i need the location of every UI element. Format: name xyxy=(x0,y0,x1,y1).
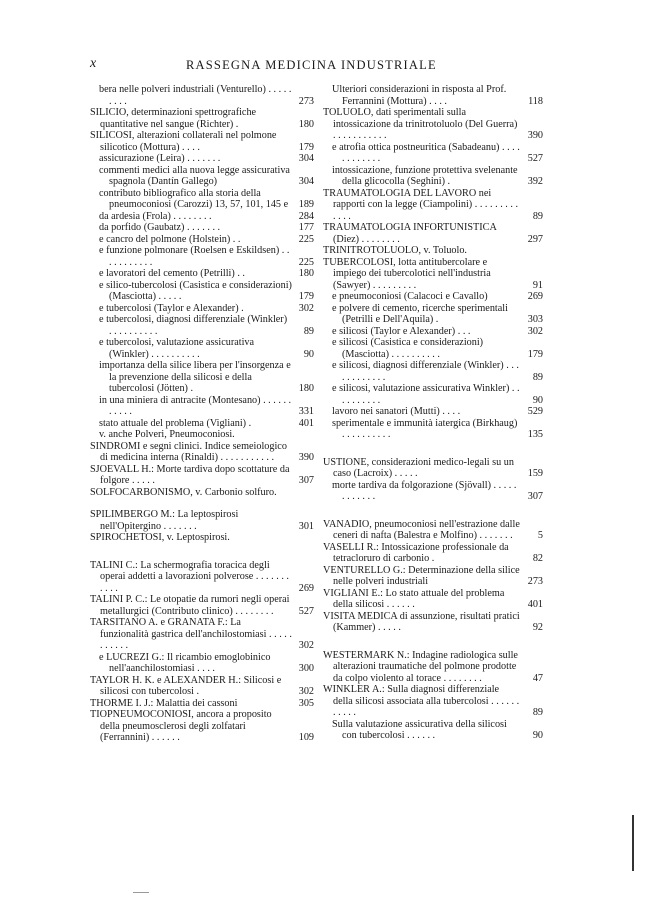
index-entry xyxy=(323,222,543,245)
running-head: RASSEGNA MEDICINA INDUSTRIALE xyxy=(186,58,437,72)
entry-page: 89 xyxy=(532,371,543,383)
entry-page: 109 xyxy=(298,732,314,743)
index-entry xyxy=(323,418,543,441)
entry-text: e tubercolosi (Taylor e Alexander) . xyxy=(99,302,244,314)
entry-page: 297 xyxy=(527,233,543,245)
entry-text: v. anche Polveri, Pneumoconiosi. xyxy=(99,429,235,440)
entry-text: WINKLER A.: Sulla diagnosi differenziale della silicosi associata alla tubercolosi . . . . . . . . . . . xyxy=(323,684,520,718)
entry-page: 225 xyxy=(298,233,314,245)
entry-page: 91 xyxy=(532,279,543,291)
index-entry xyxy=(323,337,543,360)
index-entry xyxy=(90,709,314,744)
entry-page: 189 xyxy=(298,199,314,210)
index-entry xyxy=(323,383,543,406)
entry-page: 390 xyxy=(298,452,314,463)
index-entry xyxy=(90,464,314,487)
index-entry xyxy=(90,560,314,595)
index-entry xyxy=(90,153,314,165)
entry-page: 89 xyxy=(532,707,543,718)
entry-text: SPIROCHETOSI, v. Leptospirosi. xyxy=(90,532,230,543)
entry-page: 47 xyxy=(532,672,543,684)
entry-text: WESTERMARK N.: Indagine radiologica sulle alterazioni traumatiche del polmone prodotte da colpo violento al torace . . . . . . . . xyxy=(323,649,518,684)
entry-text: TUBERCOLOSI, lotta antitubercolare e impiego dei tubercolotici nell'industria (Sawyer) . . . . . . . . . xyxy=(323,256,491,291)
index-entry xyxy=(323,84,543,107)
entry-page: 302 xyxy=(527,325,543,337)
entry-page: 179 xyxy=(527,348,543,360)
entry-page: 527 xyxy=(527,153,543,164)
entry-spacer xyxy=(90,544,314,560)
entry-text: VIGLIANI E.: Lo stato attuale del problema della silicosi . . . . . . xyxy=(323,587,505,610)
entry-page: 89 xyxy=(532,210,543,222)
entry-text: lavoro nei sanatori (Mutti) . . . . xyxy=(332,406,461,417)
entry-page: 401 xyxy=(298,417,314,429)
entry-page: 307 xyxy=(298,475,314,486)
entry-page: 225 xyxy=(298,256,314,268)
entry-page: 269 xyxy=(527,291,543,302)
entry-text: VENTURELLO G.: Determinazione della silice nelle polveri industriali xyxy=(323,564,520,587)
entry-page: 92 xyxy=(532,622,543,633)
index-entry xyxy=(323,542,543,565)
entry-text: e tubercolosi, valutazione assicurativa (Winkler) . . . . . . . . . . xyxy=(99,337,255,360)
index-entry xyxy=(323,326,543,338)
entry-page: 302 xyxy=(298,686,314,697)
index-entry xyxy=(90,234,314,246)
entry-page: 273 xyxy=(298,95,314,107)
entry-page: 179 xyxy=(298,291,314,302)
entry-text: e tubercolosi, diagnosi differenziale (Winkler) . . . . . . . . . . xyxy=(99,314,288,337)
entry-page: 180 xyxy=(298,383,314,394)
entry-text: e lavoratori del cemento (Petrilli) . . xyxy=(99,268,245,279)
index-entry xyxy=(90,652,314,675)
entry-page: 269 xyxy=(298,582,314,594)
entry-text: Sulla valutazione assicurativa della silicosi con tubercolosi . . . . . . xyxy=(332,718,507,741)
entry-text: importanza della silice libera per l'insorgenza e la prevenzione della silicosi e della tubercolosi (Jötten) . xyxy=(99,360,291,394)
entry-text: TOLUOLO, dati sperimentali sulla intossicazione da trinitrotoluolo (Del Guerra) . . . . . . . . . . . xyxy=(323,107,518,141)
entry-page: 135 xyxy=(527,429,543,440)
entry-text: e silicosi (Casistica e considerazioni) (Masciotta) . . . . . . . . . . xyxy=(332,337,484,360)
entry-text: VANADIO, pneumoconiosi nell'estrazione dalle ceneri di nafta (Balestra e Molfino) . . . . . . . xyxy=(323,518,520,541)
index-entry xyxy=(323,188,543,223)
entry-page: 300 xyxy=(298,663,314,674)
entry-text: SJOEVALL H.: Morte tardiva dopo scottature da folgore . . . . . xyxy=(90,463,290,486)
index-entry xyxy=(90,280,314,303)
entry-text: e LUCREZI G.: Il ricambio emoglobinico nell'aanchilostomiasi . . . . xyxy=(99,651,271,674)
index-entry xyxy=(90,532,314,544)
entry-page: 118 xyxy=(528,95,543,107)
entry-page: 527 xyxy=(298,605,314,617)
entry-page: 90 xyxy=(532,730,543,741)
entry-page: 284 xyxy=(298,210,314,222)
entry-text: THORME I. J.: Malattia dei cassoni xyxy=(90,697,238,709)
entry-text: in una miniera di antracite (Montesano) . . . . . . . . . . . xyxy=(99,394,292,417)
entry-page: 179 xyxy=(298,141,314,153)
entry-text: e silicosi (Taylor e Alexander) . . . xyxy=(332,325,471,337)
index-entry xyxy=(323,588,543,611)
entry-text: e atrofia ottica postneuritica (Sabadeanu) . . . . . . . . . . . . xyxy=(332,141,520,164)
index-entry xyxy=(323,457,543,480)
index-entry xyxy=(90,675,314,698)
entry-text: e silicosi, valutazione assicurativa Winkler) . . . . . . . . . . xyxy=(332,383,520,406)
entry-text: commenti medici alla nuova legge assicurativa spagnola (Dantín Gallego) xyxy=(99,164,290,187)
entry-page: 89 xyxy=(303,325,314,337)
page-edge-mark xyxy=(632,815,634,871)
index-entry xyxy=(90,509,314,532)
entry-page: 303 xyxy=(527,314,543,325)
index-entry xyxy=(323,611,543,634)
entry-text: e polvere di cemento, ricerche sperimentali (Petrilli e Dell'Aquila) . xyxy=(332,302,508,325)
index-entry xyxy=(323,406,543,418)
index-entry xyxy=(90,165,314,188)
index-entry xyxy=(323,480,543,503)
index-entry xyxy=(323,142,543,165)
entry-text: e silico-tubercolosi (Casistica e considerazioni) (Masciotta) . . . . . xyxy=(99,279,292,302)
entry-text: TIOPNEUMOCONIOSI, ancora a proposito della pneumosclerosi degli zolfatari (Ferrannini) . . . . . . xyxy=(90,709,272,743)
entry-text: da ardesia (Frola) . . . . . . . . xyxy=(99,210,212,222)
index-entry xyxy=(90,303,314,315)
entry-spacer xyxy=(323,441,543,457)
entry-page: 331 xyxy=(298,406,314,417)
entry-text: Ulteriori considerazioni in risposta al Prof. Ferrannini (Mottura) . . . . xyxy=(332,84,507,107)
entry-text: SILICOSI, alterazioni collaterali nel polmone silicotico (Mottura) . . . . xyxy=(90,130,277,153)
index-entry xyxy=(323,291,543,303)
entry-text: TRAUMATOLOGIA DEL LAVORO nei rapporti con la legge (Ciampolini) . . . . . . . . . . . . . xyxy=(323,187,519,222)
entry-text: intossicazione, funzione protettiva svelenante della glicocolla (Seghini) . xyxy=(332,164,518,187)
entry-page: 180 xyxy=(298,268,314,279)
entry-text: SINDROMI e segni clinici. Indice semeiologico di medicina interna (Rinaldi) . . . . . . . . . . . xyxy=(90,440,287,463)
entry-spacer xyxy=(323,634,543,650)
index-entry xyxy=(323,684,543,719)
entry-page: 302 xyxy=(298,640,314,651)
index-entry xyxy=(90,360,314,395)
entry-text: TRAUMATOLOGIA INFORTUNISTICA (Diez) . . . . . . . . xyxy=(323,222,497,245)
entry-page: 301 xyxy=(298,520,314,532)
index-entry xyxy=(90,188,314,211)
index-entry xyxy=(90,617,314,652)
index-entry xyxy=(90,245,314,268)
index-entry xyxy=(323,245,543,257)
entry-page: 90 xyxy=(532,394,543,406)
entry-spacer xyxy=(90,498,314,509)
entry-page: 307 xyxy=(527,491,543,502)
entry-page: 82 xyxy=(532,553,543,564)
entry-page: 180 xyxy=(298,118,314,130)
entry-page: 392 xyxy=(527,176,543,187)
entry-page: 302 xyxy=(298,302,314,314)
entry-text: TAYLOR H. K. e ALEXANDER H.: Silicosi e silicosi con tubercolosi . xyxy=(90,674,282,697)
entry-text: SILICIO, determinazioni spettrografiche quantitative nel sangue (Richter) . xyxy=(90,107,257,130)
entry-spacer xyxy=(323,503,543,519)
entry-text: VASELLI R.: Intossicazione professionale da tetracloruro di carbonio . xyxy=(323,541,509,564)
index-entry xyxy=(323,107,543,142)
index-entry xyxy=(90,268,314,280)
index-entry xyxy=(323,519,543,542)
footer-mark xyxy=(133,892,149,893)
entry-page: 177 xyxy=(298,222,314,233)
entry-page: 159 xyxy=(527,468,543,479)
index-entry xyxy=(90,314,314,337)
right-column xyxy=(323,84,543,742)
entry-text: stato attuale del problema (Vigliani) . xyxy=(99,417,252,429)
entry-text: morte tardiva da folgorazione (Sjövall) . . . . . . . . . . . . xyxy=(332,479,517,502)
index-entry xyxy=(323,650,543,685)
index-entry xyxy=(90,429,314,441)
entry-text: e funzione polmonare (Roelsen e Eskildsen) . . . . . . . . . . . xyxy=(99,245,290,268)
index-entry xyxy=(323,165,543,188)
entry-text: SOLFOCARBONISMO, v. Carbonio solfuro. xyxy=(90,486,277,498)
entry-text: e silicosi, diagnosi differenziale (Winkler) . . . . . . . . . . . . xyxy=(332,360,519,383)
index-entry xyxy=(323,565,543,588)
entry-text: TRINITROTOLUOLO, v. Toluolo. xyxy=(323,245,467,256)
entry-page: 304 xyxy=(298,176,314,187)
index-entry xyxy=(90,84,314,107)
entry-page: 390 xyxy=(527,130,543,141)
entry-text: assicurazione (Leira) . . . . . . . xyxy=(99,153,221,164)
entry-page: 90 xyxy=(303,348,314,360)
entry-text: da porfido (Gaubatz) . . . . . . . xyxy=(99,222,221,233)
index-entry xyxy=(90,395,314,418)
entry-page: 529 xyxy=(527,406,543,417)
index-entry xyxy=(323,719,543,742)
entry-page: 5 xyxy=(537,530,543,541)
index-entry xyxy=(323,257,543,292)
index-entry xyxy=(90,222,314,234)
entry-text: e pneumoconiosi (Calacoci e Cavallo) xyxy=(332,291,488,302)
entry-page: 304 xyxy=(298,153,314,164)
entry-text: contributo bibliografico alla storia della pneumoconiosi (Carozzi) 13, 57, 101, 145 e xyxy=(99,187,289,210)
entry-text: e cancro del polmone (Holstein) . . xyxy=(99,233,241,245)
index-entry xyxy=(90,441,314,464)
entry-text: bera nelle polveri industriali (Venturello) . . . . . . . . . xyxy=(99,84,292,107)
entry-text: sperimentale e immunità iatergica (Birkhaug) . . . . . . . . . . xyxy=(332,417,518,440)
entry-text: USTIONE, considerazioni medico-legali su un caso (Lacroix) . . . . . xyxy=(323,456,514,479)
index-entry xyxy=(90,130,314,153)
entry-text: TARSITANO A. e GRANATA F.: La funzionalità gastrica dell'anchilostomiasi . . . . . . . . . . . xyxy=(90,617,292,651)
entry-text: TALINI C.: La schermografia toracica degli operai addetti a lavorazioni polverose . . . . . . . . . . . xyxy=(90,559,289,594)
index-entry xyxy=(90,211,314,223)
index-entry xyxy=(323,360,543,383)
left-column xyxy=(90,84,314,744)
entry-text: SPILIMBERGO M.: La leptospirosi nell'Opitergino . . . . . . . xyxy=(90,509,239,532)
index-entry xyxy=(90,698,314,710)
entry-page: 401 xyxy=(527,599,543,610)
entry-text: VISITA MEDICA di assunzione, risultati pratici (Kammer) . . . . . xyxy=(323,610,520,633)
entry-page: 273 xyxy=(527,576,543,587)
index-entry xyxy=(90,107,314,130)
index-entry xyxy=(323,303,543,326)
entry-page: 305 xyxy=(298,697,314,709)
index-entry xyxy=(90,594,314,617)
entry-text: TALINI P. C.: Le otopatie da rumori negli operai metallurgici (Contributo clinico) . . . . . . . . xyxy=(90,594,290,617)
index-entry xyxy=(90,337,314,360)
page-number: x xyxy=(90,56,97,71)
index-entry xyxy=(90,487,314,499)
index-entry xyxy=(90,418,314,430)
